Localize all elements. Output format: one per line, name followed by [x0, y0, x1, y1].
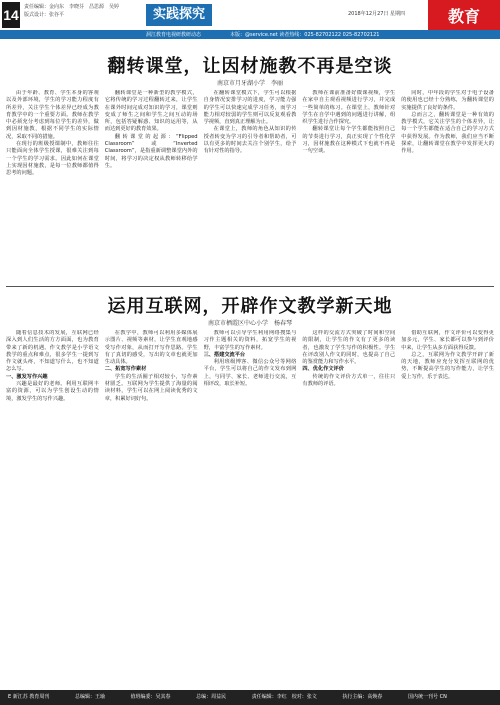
paragraph: 总之，互联网为作文教学开辟了新的天地，教师应充分发挥互联网的优势，不断提高学生的写作能力，让学生爱上写作，乐于表达。 [401, 351, 494, 380]
footer-item: 总编辑：王瑜 [74, 694, 105, 700]
paragraph: 借助互联网，作文评价可以变得更加多元，学生、家长都可以参与到评价中来，让学生从多方面获得反馈。 [401, 330, 494, 351]
paragraph: 总而言之，翻转课堂是一种有效的教学模式，它关注学生的个体差异，让每一个学生都能在适合自己的学习方式中获得发展。作为教师，我们应当不断探索，让翻转课堂在教学中发挥更大的作用。 [401, 111, 494, 155]
article1-column [401, 90, 494, 260]
article1-column [105, 90, 198, 260]
paragraph: 在翻转课堂模式下，学生可以根据自身情况安排学习的进度，学习能力强的学生可以快速完成学习任务，而学习能力相对较弱的学生则可以反复观看教学视频，直到真正理解为止。 [203, 90, 297, 126]
subheading: 四、优化作文评价 [302, 366, 344, 373]
section-divider [6, 286, 494, 287]
header-contact: 本版：@service.net 读者热线：025-82702122 025-82702121 [230, 32, 380, 38]
article2-column [204, 330, 297, 685]
footer-item: E 新江苏 教育周刊 [8, 694, 50, 700]
paragraph: 兴趣是最好的老师。利用互联网丰富的资源，可以为学生创设生动的情境，激发学生的写作兴趣。 [6, 381, 99, 402]
issue-date: 2018年12月27日 星期四 [348, 11, 406, 17]
footer-item: 执行主编：高焕春 [342, 694, 383, 700]
footer-item: 总编：周益民 [196, 694, 227, 700]
article1-byline: 南京市月牙湖小学 李丽 [216, 80, 283, 87]
footer-item: 责任编辑：李红 校对：张文 [251, 694, 317, 700]
paragraph: 同时，中年段的学生对于电子设备的使用也已经十分熟练，为翻转课堂的实施提供了良好的条件。 [401, 90, 494, 111]
article1-column [302, 90, 395, 260]
article2-column [6, 330, 99, 685]
article2-byline: 南京市栖霞区中心小学 杨春琴 [207, 320, 292, 327]
subheading: 三、搭建交流平台 [203, 351, 246, 358]
paragraph: 翻转课堂的起源：“Flipped Classroom”或“Inverted Classroom”，是指重新调整课堂内外的时间，将学习的决定权从教师转移给学生。 [104, 133, 198, 169]
paragraph: 随着信息技术的发展，互联网已经深入到人们生活的方方面面，也为教育带来了新的机遇。作文教学是小学语文教学的重点和难点，很多学生一提到写作文就头疼，不知道写什么，也不知道怎么写。 [6, 330, 99, 373]
article1-column [204, 90, 297, 260]
paragraph: 翻转课堂让每个学生都能按照自己的节奏进行学习，真正实现了个性化学习，因材施教在这种模式下也就不再是一句空谈。 [302, 126, 396, 155]
page-number: 14 [2, 2, 20, 28]
paragraph: 翻转课堂是一种新型的教学模式，它将传统的学习过程翻转过来，让学生在课外时间完成对知识的学习，课堂则变成了师生之间和学生之间互动的场所，包括答疑解惑、知识的运用等，从而达到更好的教育效果。 [104, 90, 198, 133]
paragraph: 教师可以引导学生利用网络搜集与习作主题相关的资料，拓宽学生的视野，丰富学生的写作素材。 [203, 330, 297, 351]
paragraph: 在课堂上，教师的角色从知识的传授者转变为学习的引导者和帮助者，可以有更多的时间去关注个别学生，给予有针对性的指导。 [203, 126, 297, 155]
editor-line: 版式设计：张谷平 [24, 12, 65, 18]
paragraph: 在现行的班级授课制中，教师往往只能面向全体学生授课，很难关注到每一个学生的学习需求。因此如何在课堂上实现因材施教，是每一位教师都值得思考的问题。 [6, 141, 99, 177]
paragraph: 由于年龄、教育、学生本身的客观以及外部环境，学生的学习能力程度有所差异，关注学生个体差异已经成为教育教学中的一个重要方面。教师在教学中必须充分考虑到每位学生的差异，做到因材施教，根据不同学生的实际情况，采取不同的措施。 [6, 90, 99, 140]
paragraph: 这样的交流方式突破了时间和空间的限制，让学生的作文有了更多的读者，也激发了学生写作的积极性。学生在评改别人作文的同时，也提高了自己的鉴赏能力和写作水平。 [302, 330, 396, 366]
footer-item: 值班编委：吴其春 [130, 694, 171, 700]
article2-body [6, 330, 494, 685]
editor-line: 责任编辑：金向东 李晓芬 昌思源 吴婷 [24, 4, 120, 10]
footer-bar [0, 690, 500, 705]
footer-item: 国内统一刊号 CN [407, 694, 447, 700]
header-subbar [0, 30, 500, 39]
paragraph: 教师在课前准备好微课视频，学生在家中自主观看视频进行学习，并完成一些简单的练习。在课堂上，教师针对学生在自学中遇到的问题进行讲解，组织学生进行合作探究。 [302, 90, 396, 126]
article2-column [401, 330, 494, 685]
article2-title: 运用互联网，开辟作文教学新天地 [107, 296, 393, 317]
article1-column [6, 90, 99, 260]
subheading: 二、拓宽写作素材 [104, 366, 147, 373]
paragraph: 传统的作文评价方式单一，往往只有教师的评语。 [302, 373, 396, 388]
article2-column [302, 330, 395, 685]
section-title: 实践探究 [146, 4, 212, 26]
paragraph: 在教学中，教师可以利用多媒体展示图片、视频等素材，让学生直观地感受写作对象，从而打开写作思路。学生有了真切的感受，写出的文章也就更加生动具体。 [104, 330, 198, 366]
article1-title: 翻转课堂，让因材施教不再是空谈 [107, 56, 393, 77]
article1-body [6, 90, 494, 260]
masthead [0, 0, 500, 46]
brand-logo: 教育 [428, 0, 500, 34]
article2-column [105, 330, 198, 685]
subheading: 一、激发写作兴趣 [6, 373, 48, 380]
paragraph: 利用班级博客、微信公众号等网络平台，学生可以将自己的作文发布到网上，与同学、家长、老师进行交流，互相评改，取长补短。 [203, 359, 297, 388]
header-subtitle: 洞江教育电视研教研动态 [146, 32, 202, 38]
paragraph: 学生的生活圈子相对较小，写作素材匮乏。互联网为学生提供了海量的阅读材料，学生可以在网上阅读优秀的文章，积累好词好句。 [104, 373, 198, 402]
